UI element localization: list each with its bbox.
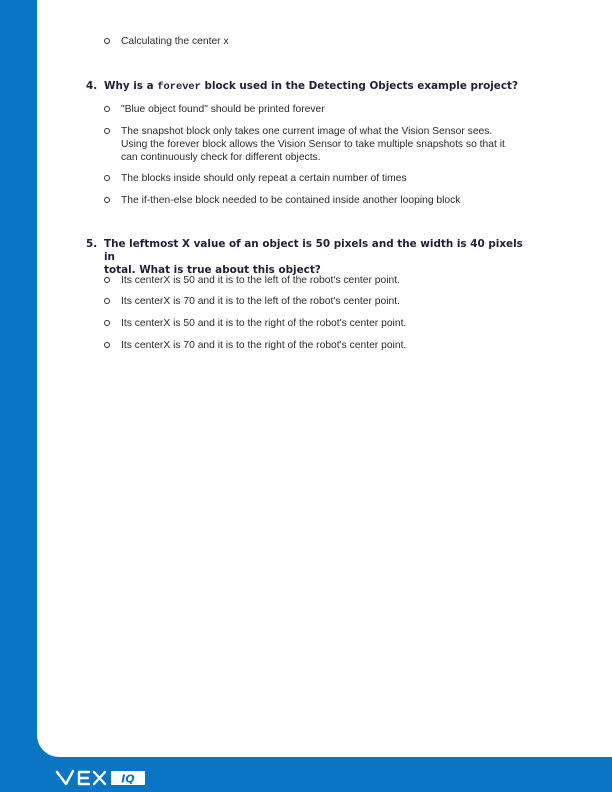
- option-text: Its centerX is 70 and it is to the left of the robot's center point.: [121, 296, 400, 307]
- option-bullet-icon: [104, 342, 110, 348]
- vex-logo-icon: [57, 771, 105, 784]
- question-text: [104, 80, 524, 94]
- option-bullet-icon: [104, 277, 110, 283]
- option-text: The snapshot block only takes one current image of what the Vision Sensor sees. Using the forever block allows the Vision Sensor to take multiple snapshots so that it can continuously check for different objects.: [121, 126, 505, 164]
- option-text: Its centerX is 70 and it is to the right of the robot's center point.: [121, 340, 407, 351]
- question-number: 5.: [86, 238, 98, 250]
- option-text: Calculating the center x: [121, 36, 229, 47]
- option-bullet-icon: [104, 197, 110, 203]
- code-keyword: forever: [157, 81, 201, 93]
- option-text: The blocks inside should only repeat a certain number of times: [121, 173, 407, 184]
- option-bullet-icon: [104, 38, 110, 44]
- question-text: The leftmost X value of an object is 50 pixels and the width is 40 pixels in total. What is true about this object?: [104, 238, 523, 277]
- option-bullet-icon: [104, 106, 110, 112]
- option-bullet-icon: [104, 298, 110, 304]
- option-bullet-icon: [104, 128, 110, 134]
- option-text: "Blue object found" should be printed forever: [121, 104, 325, 115]
- option-bullet-icon: [104, 320, 110, 326]
- option-bullet-icon: [104, 175, 110, 181]
- option-text: Its centerX is 50 and it is to the left of the robot's center point.: [121, 275, 400, 286]
- question-number: 4.: [86, 80, 98, 92]
- option-text: Its centerX is 50 and it is to the right of the robot's center point.: [121, 318, 407, 329]
- vex-iq-logo: [55, 766, 155, 788]
- option-text: The if-then-else block needed to be contained inside another looping block: [121, 195, 461, 206]
- question-text-before: Why is a: [104, 80, 154, 92]
- question-text-after: block used in the Detecting Objects example project?: [204, 80, 518, 92]
- iq-badge-text: IQ: [121, 772, 135, 786]
